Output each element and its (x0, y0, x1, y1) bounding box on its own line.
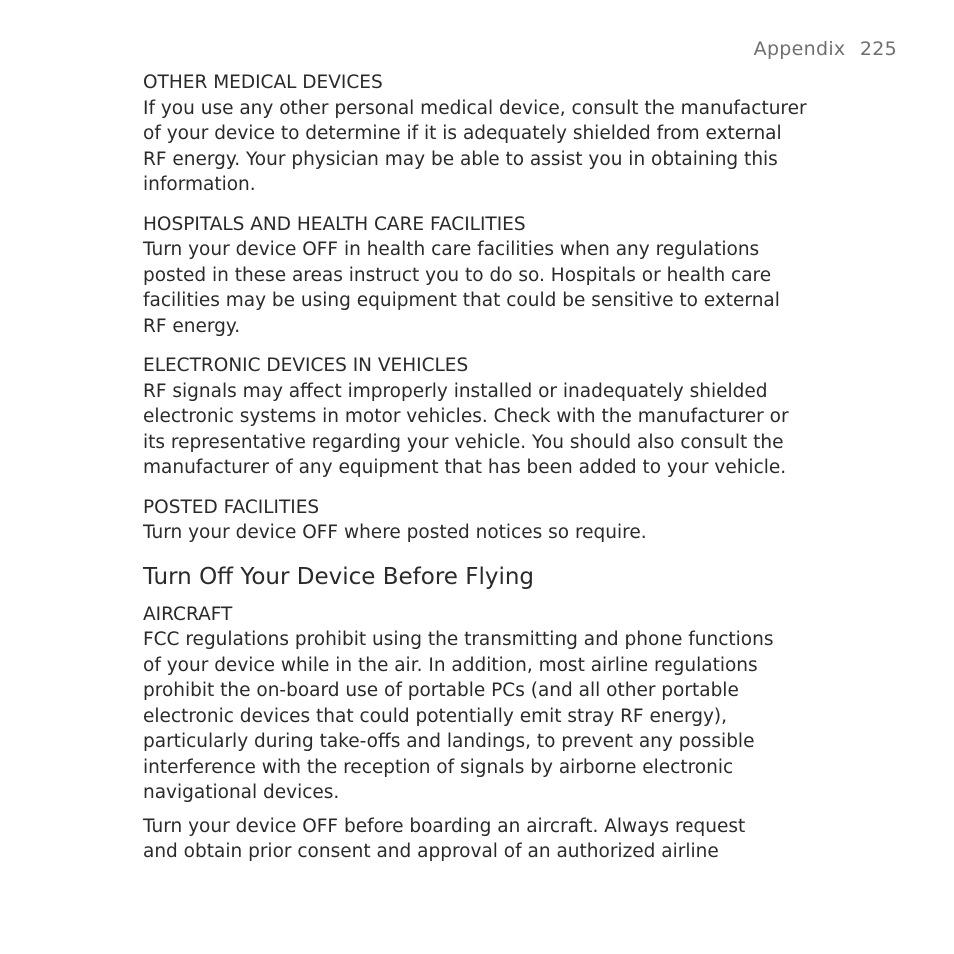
section-other-medical-devices (143, 70, 893, 198)
section-aircraft (143, 602, 893, 865)
text-line: navigational devices. (143, 782, 340, 803)
text-line: information. (143, 174, 256, 195)
text-line: Turn your device OFF before boarding an aircraft. Always request (143, 815, 746, 837)
text-line: RF energy. (143, 315, 241, 337)
text-line: electronic systems in motor vehicles. Check with the manufacturer or (143, 406, 789, 427)
page-number: 225 (859, 38, 897, 60)
text-line: posted in these areas instruct you to do so. Hospitals or health care (143, 264, 772, 286)
text-line: facilities may be using equipment that could be sensitive to external (143, 290, 780, 311)
text-line: Turn your device OFF in health care facilities when any regulations (143, 239, 760, 260)
text-line: FCC regulations prohibit using the transmitting and phone functions (143, 629, 774, 650)
section-heading: HOSPITALS AND HEALTH CARE FACILITIES (143, 213, 526, 235)
text-line: Turn your device OFF where posted notices so require. (143, 522, 647, 543)
text-line: of your device while in the air. In addition, most airline regulations (143, 654, 758, 676)
text-line: RF signals may affect improperly installed or inadequately shielded (143, 380, 768, 402)
text-line: its representative regarding your vehicle. You should also consult the (143, 431, 784, 453)
text-line: If you use any other personal medical device, consult the manufacturer (143, 97, 807, 119)
section-heading: OTHER MEDICAL DEVICES (143, 72, 383, 93)
text-line: particularly during take-offs and landings, to prevent any possible (143, 731, 755, 752)
text-line: interference with the reception of signals by airborne electronic (143, 756, 734, 778)
section-electronic-devices-vehicles (143, 353, 893, 481)
section-heading: POSTED FACILITIES (143, 496, 320, 518)
header-section-label: Appendix (753, 38, 846, 60)
section-heading: AIRCRAFT (143, 603, 233, 625)
text-line: electronic devices that could potentially emit stray RF energy), (143, 705, 728, 727)
text-line: manufacturer of any equipment that has been added to your vehicle. (143, 457, 787, 478)
page-content (143, 70, 893, 879)
chapter-heading: Turn Off Your Device Before Flying (143, 563, 535, 590)
text-line: RF energy. Your physician may be able to assist you in obtaining this (143, 148, 778, 170)
running-header (754, 38, 897, 60)
section-posted-facilities (143, 495, 893, 546)
text-line: and obtain prior consent and approval of an authorized airline (143, 841, 719, 862)
text-line: prohibit the on-board use of portable PCs (and all other portable (143, 680, 739, 701)
paragraph (143, 814, 893, 865)
section-heading: ELECTRONIC DEVICES IN VEHICLES (143, 355, 469, 376)
section-hospitals (143, 212, 893, 340)
text-line: of your device to determine if it is adequately shielded from external (143, 123, 782, 144)
